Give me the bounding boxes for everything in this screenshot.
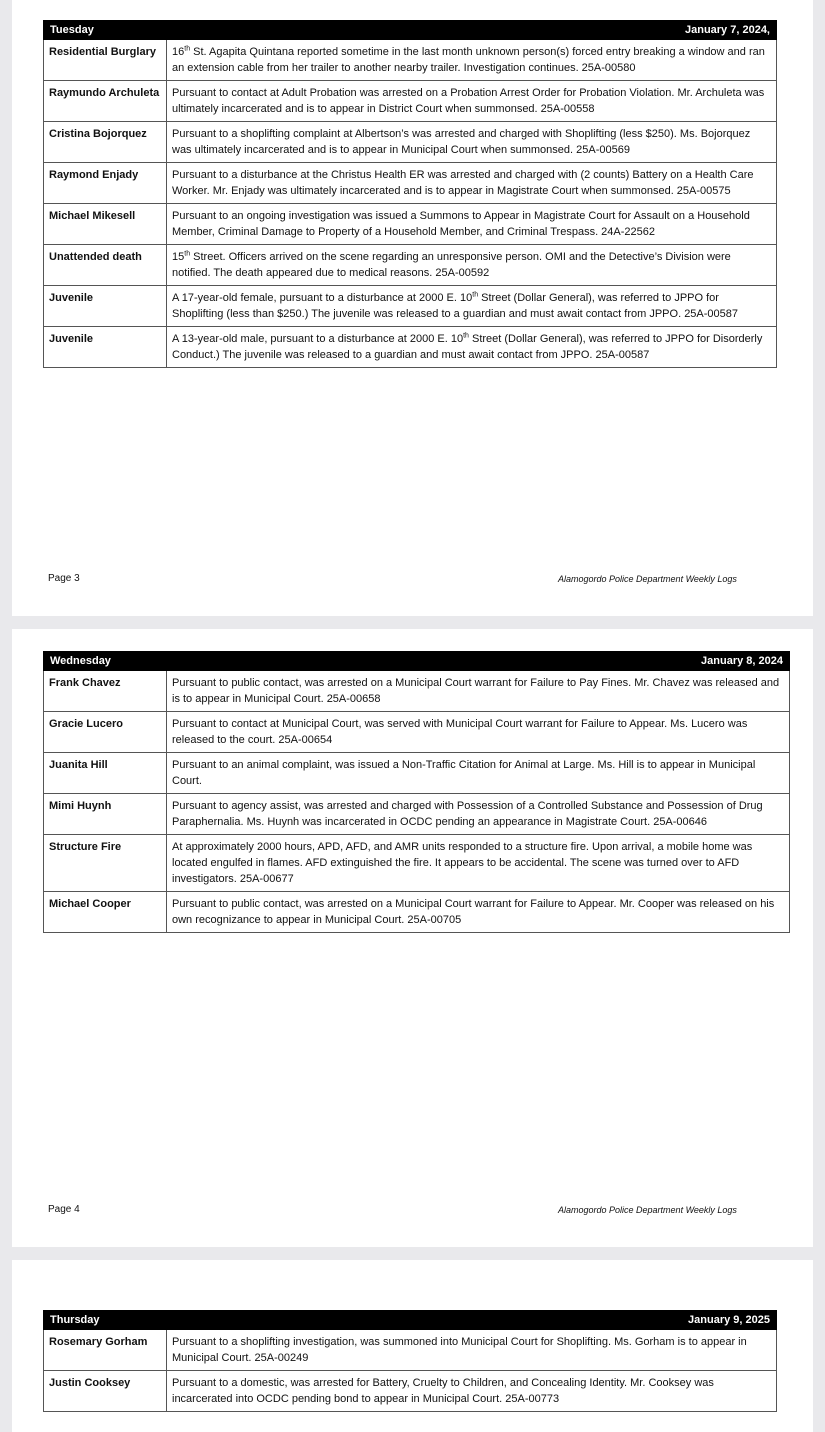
table-row [44, 327, 777, 368]
table-row [44, 286, 777, 327]
table-row [44, 753, 790, 794]
table-header [44, 1311, 777, 1330]
log-table-thursday [43, 1310, 777, 1412]
table-row [44, 204, 777, 245]
table-row [44, 163, 777, 204]
table-row [44, 81, 777, 122]
day-heading: Thursday [44, 1311, 167, 1330]
entry-description: At approximately 2000 hours, APD, AFD, and AMR units responded to a structure fire. Upon arrival, a mobile home was located engulfed in flames. AFD extinguished the fire. It appears to be accidental. The scene was turned over to AFD investigators. 25A-00677 [167, 835, 790, 892]
footer-title: Alamogordo Police Department Weekly Logs [558, 574, 737, 584]
date-heading: January 9, 2025 [167, 1311, 777, 1330]
entry-description: Pursuant to an ongoing investigation was issued a Summons to Appear in Magistrate Court for Assault on a Household Member, Criminal Damage to Property of a Household Member, and Criminal Trespass. 24A-22562 [167, 204, 777, 245]
entry-subject: Cristina Bojorquez [44, 122, 167, 163]
entry-description: Pursuant to contact at Adult Probation was arrested on a Probation Arrest Order for Probation Violation. Mr. Archuleta was ultimately incarcerated and is to appear in District Court when summonsed. 25A-00558 [167, 81, 777, 122]
log-table-tuesday [43, 20, 777, 368]
table-row [44, 245, 777, 286]
entry-subject: Frank Chavez [44, 671, 167, 712]
entry-description: A 17-year-old female, pursuant to a disturbance at 2000 E. 10th Street (Dollar General), was referred to JPPO for Shoplifting (less than $250.) The juvenile was released to a guardian and must await contact from JPPO. 25A-00587 [167, 286, 777, 327]
table-row [44, 835, 790, 892]
entry-description: Pursuant to a domestic, was arrested for Battery, Cruelty to Children, and Concealing Identity. Mr. Cooksey was incarcerated into OCDC pending bond to appear in Municipal Court. 25A-00773 [167, 1371, 777, 1412]
entry-subject: Unattended death [44, 245, 167, 286]
table-row [44, 712, 790, 753]
table-row [44, 671, 790, 712]
table-header [44, 652, 790, 671]
day-heading: Tuesday [44, 21, 167, 40]
table-row [44, 794, 790, 835]
day-heading: Wednesday [44, 652, 167, 671]
entry-subject: Juvenile [44, 327, 167, 368]
entry-subject: Justin Cooksey [44, 1371, 167, 1412]
entry-subject: Raymundo Archuleta [44, 81, 167, 122]
date-heading: January 7, 2024, [167, 21, 777, 40]
page-number: Page 4 [48, 1204, 80, 1215]
table-row [44, 892, 790, 933]
entry-description: Pursuant to a shoplifting complaint at Albertson’s was arrested and charged with Shoplifting (less $250). Ms. Bojorquez was ultimately incarcerated and is to appear in Municipal Court when summonsed. 25A-00569 [167, 122, 777, 163]
table-row [44, 1330, 777, 1371]
entry-description: Pursuant to agency assist, was arrested and charged with Possession of a Controlled Substance and Possession of Drug Paraphernalia. Ms. Huynh was incarcerated in OCDC pending an appearance in Magistrate Court. 25A-00646 [167, 794, 790, 835]
entry-description: 16th St. Agapita Quintana reported sometime in the last month unknown person(s) forced entry breaking a window and ran an extension cable from her trailer to another nearby trailer. Investigation continues. 25A-00580 [167, 40, 777, 81]
log-table-wednesday [43, 651, 790, 933]
table-row [44, 1371, 777, 1412]
entry-description: Pursuant to a shoplifting investigation, was summoned into Municipal Court for Shoplifting. Ms. Gorham is to appear in Municipal Court. 25A-00249 [167, 1330, 777, 1371]
entry-subject: Rosemary Gorham [44, 1330, 167, 1371]
entry-description: Pursuant to public contact, was arrested on a Municipal Court warrant for Failure to Appear. Mr. Cooper was released on his own recognizance to appear in Municipal Court. 25A-00705 [167, 892, 790, 933]
entry-subject: Gracie Lucero [44, 712, 167, 753]
date-heading: January 8, 2024 [167, 652, 790, 671]
document-page-4 [12, 629, 813, 1247]
entry-subject: Juanita Hill [44, 753, 167, 794]
table-header [44, 21, 777, 40]
entry-subject: Structure Fire [44, 835, 167, 892]
entry-description: Pursuant to a disturbance at the Christus Health ER was arrested and charged with (2 counts) Battery on a Health Care Worker. Mr. Enjady was ultimately incarcerated and is to appear in Magistrate Court when summonsed. 25A-00575 [167, 163, 777, 204]
entry-description: Pursuant to an animal complaint, was issued a Non-Traffic Citation for Animal at Large. Ms. Hill is to appear in Municipal Court. [167, 753, 790, 794]
entry-subject: Michael Cooper [44, 892, 167, 933]
entry-subject: Michael Mikesell [44, 204, 167, 245]
entry-description: Pursuant to public contact, was arrested on a Municipal Court warrant for Failure to Pay Fines. Mr. Chavez was released and is to appear in Municipal Court. 25A-00658 [167, 671, 790, 712]
table-row [44, 122, 777, 163]
page-number: Page 3 [48, 573, 80, 584]
footer-title: Alamogordo Police Department Weekly Logs [558, 1205, 737, 1215]
entry-subject: Mimi Huynh [44, 794, 167, 835]
entry-description: Pursuant to contact at Municipal Court, was served with Municipal Court warrant for Failure to Appear. Ms. Lucero was released to the court. 25A-00654 [167, 712, 790, 753]
entry-subject: Residential Burglary [44, 40, 167, 81]
document-page-3 [12, 0, 813, 616]
entry-description: 15th Street. Officers arrived on the scene regarding an unresponsive person. OMI and the Detective’s Division were notified. The death appeared due to medical reasons. 25A-00592 [167, 245, 777, 286]
table-row [44, 40, 777, 81]
entry-subject: Juvenile [44, 286, 167, 327]
entry-subject: Raymond Enjady [44, 163, 167, 204]
entry-description: A 13-year-old male, pursuant to a disturbance at 2000 E. 10th Street (Dollar General), was referred to JPPO for Disorderly Conduct.) The juvenile was released to a guardian and must await contact from JPPO. 25A-00587 [167, 327, 777, 368]
document-page-5 [12, 1260, 813, 1432]
